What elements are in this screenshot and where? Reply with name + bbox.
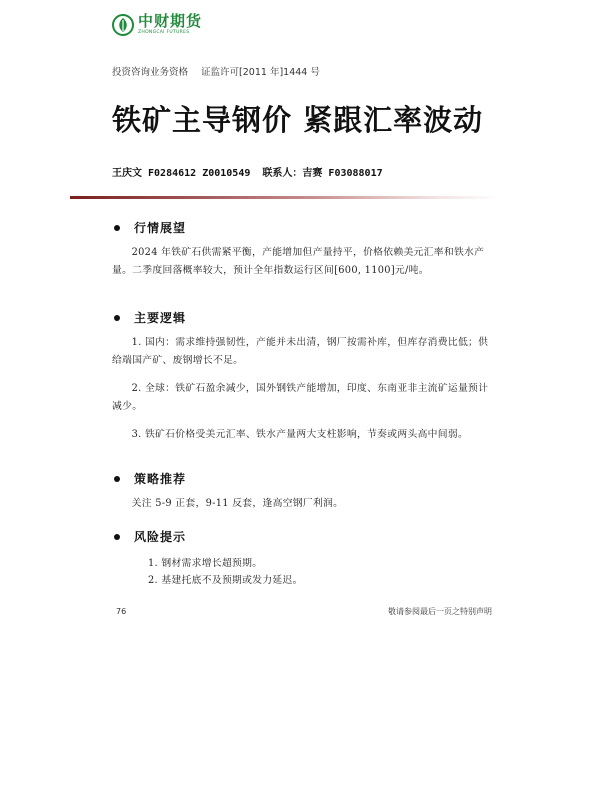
paragraph: 关注 5-9 正套，9-11 反套，逢高空钢厂利润。	[131, 498, 344, 509]
company-logo	[112, 14, 202, 36]
section-heading-text: 主要逻辑	[134, 311, 187, 325]
author-line	[112, 164, 383, 179]
license-label: 投资咨询业务资格	[112, 67, 189, 78]
bullet-icon	[114, 225, 120, 231]
section-heading	[112, 309, 492, 326]
contact-info: 联系人：吉赛 F03088017	[262, 168, 383, 179]
paragraph: 3. 铁矿石价格受美元汇率、铁水产量两大支柱影响，节奏或两头高中间弱。	[131, 429, 469, 440]
bullet-icon	[114, 476, 120, 482]
disclaimer-note: 敬请参阅最后一页之特别声明	[388, 607, 492, 616]
bullet-icon	[114, 315, 120, 321]
paragraph: 2024 年铁矿石供需紧平衡，产能增加但产量持平，价格依赖美元汇率和铁水产量。二季度回落概率较大，预计全年指数运行区间[600, 1100]元/吨。	[112, 247, 485, 276]
section-heading-text: 风险提示	[134, 530, 187, 544]
paragraph: 2. 全球：铁矿石盈余减少，国外钢铁产能增加，印度、东南亚非主流矿运量预计减少。	[112, 383, 489, 412]
section-main-logic	[112, 309, 492, 444]
header-divider	[70, 196, 500, 199]
section-heading	[112, 470, 492, 487]
bullet-icon	[114, 534, 120, 540]
license-info	[112, 64, 320, 78]
report-title: 铁矿主导钢价 紧跟汇率波动	[112, 103, 484, 137]
license-number: 证监许可[2011 年]1444 号	[201, 67, 320, 78]
list-item: 2. 基建托底不及预期或发力延迟。	[148, 575, 303, 586]
logo-leaf-icon	[112, 14, 134, 36]
section-market-outlook	[112, 219, 492, 280]
section-heading	[112, 219, 492, 236]
section-heading-text: 行情展望	[134, 221, 187, 235]
page-number: 76	[116, 607, 127, 616]
list-item: 1. 钢材需求增长超预期。	[148, 558, 263, 569]
risk-list	[112, 555, 492, 589]
paragraph: 1. 国内：需求维持强韧性，产能并未出清，钢厂按需补库，但库存消费比低；供给端国产矿、废钢增长不足。	[112, 337, 489, 366]
logo-chinese-name: 中财期货	[138, 12, 203, 31]
analyst-info: 王庆文 F0284612 Z0010549	[112, 168, 251, 179]
section-risk	[112, 528, 492, 589]
section-strategy	[112, 470, 492, 513]
logo-english-name: ZHONGCAI FUTURES	[138, 30, 190, 36]
section-heading	[112, 528, 492, 545]
section-heading-text: 策略推荐	[134, 472, 187, 486]
